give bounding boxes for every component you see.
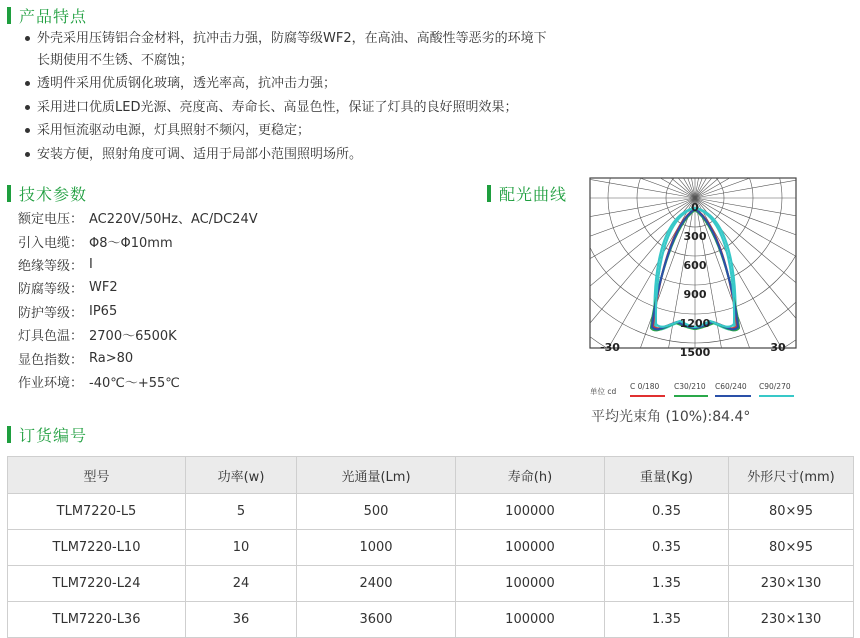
spec-label: 灯具色温： [18,329,84,345]
specs-title: 技术参数 [19,185,88,204]
polar-light-distribution-diagram [585,176,815,402]
table-cell: 100000 [456,566,605,602]
spec-row [18,276,438,299]
radial-label: 0 [691,201,699,214]
column-header: 功率(w) [186,457,297,494]
column-header: 外形尺寸(mm) [729,457,854,494]
table-cell: 230×130 [729,566,854,602]
beam-angle-caption: 平均光束角 (10%):84.4° [591,409,751,425]
feature-text-line2: 长期使用不生锈、不腐蚀； [37,52,194,68]
table-cell: 0.35 [605,530,729,566]
table-cell: 24 [186,566,297,602]
feature-item [22,144,622,166]
legend-label: C30/210 [674,382,706,391]
table-cell: 3600 [297,602,456,638]
table-header-row [8,457,854,494]
table-cell: 80×95 [729,530,854,566]
heading-accent-bar [7,185,11,202]
table-row [8,530,854,566]
heading-accent-bar [7,426,11,443]
spec-label: 额定电压： [18,212,84,228]
features-heading [7,4,87,27]
feature-item [22,28,622,71]
table-cell: 100000 [456,494,605,530]
table-cell: 0.35 [605,494,729,530]
spec-list [18,206,438,393]
spec-value: -40℃～+55℃ [89,375,180,391]
feature-text: 采用进口优质LED光源、亮度高、寿命长、高显色性，保证了灯具的良好照明效果； [37,99,518,115]
spec-row [18,300,438,323]
table-cell: 500 [297,494,456,530]
spec-value: IP65 [89,303,118,319]
table-cell: 100000 [456,602,605,638]
table-cell: TLM7220-L36 [8,602,186,638]
bullet-icon [25,152,30,157]
spec-label: 防护等级： [18,305,84,321]
feature-text-line1: 外壳采用压铸铝合金材料，抗冲击力强，防腐等级WF2，在高油、高酸性等恶劣的环境下 [37,31,547,46]
table-cell: TLM7220-L5 [8,494,186,530]
spec-value: Ra>80 [89,350,134,366]
unit-label: 单位 cd [590,387,617,396]
table-cell: 100000 [456,530,605,566]
legend-label: C60/240 [715,382,747,391]
table-cell: 1.35 [605,566,729,602]
column-header: 光通量(Lm) [297,457,456,494]
table-cell: 1000 [297,530,456,566]
spec-label: 绝缘等级： [18,258,84,274]
curve-heading [487,182,567,205]
radial-label: 600 [683,259,707,272]
radial-label: 300 [683,230,707,243]
spec-value: I [89,256,93,272]
spec-value: AC220V/50Hz、AC/DC24V [89,212,258,228]
table-cell: 230×130 [729,602,854,638]
table-cell: TLM7220-L24 [8,566,186,602]
table-cell: TLM7220-L10 [8,530,186,566]
feature-item [22,120,622,142]
table-row [8,602,854,638]
spec-label: 作业环境： [18,375,84,391]
table-row [8,566,854,602]
angle-label-left: -30 [600,341,620,354]
radial-label: 1200 [679,317,711,330]
spec-label: 显色指数： [18,352,84,368]
feature-list [22,28,622,165]
table-row [8,494,854,530]
spec-row [18,323,438,346]
order-table [7,456,854,638]
features-title: 产品特点 [19,7,88,26]
column-header: 型号 [8,457,186,494]
table-cell: 5 [186,494,297,530]
radial-label: 900 [683,288,707,301]
angle-label-right: 30 [770,341,786,354]
heading-accent-bar [7,7,11,24]
legend-label: C90/270 [759,382,791,391]
feature-text: 安装方便，照射角度可调、适用于局部小范围照明场所。 [37,146,363,162]
feature-text: 透明件采用优质钢化玻璃，透光率高，抗冲击力强； [37,76,337,91]
table-cell: 1.35 [605,602,729,638]
spec-row [18,229,438,252]
column-header: 重量(Kg) [605,457,729,494]
legend-label: C 0/180 [630,382,660,391]
radial-label: 1500 [679,346,711,359]
bullet-icon [25,128,30,133]
spec-row [18,253,438,276]
bullet-icon [25,105,30,110]
table-cell: 36 [186,602,297,638]
order-heading [7,423,87,446]
spec-value: Φ8～Φ10mm [89,235,173,251]
bullet-icon [25,81,30,86]
spec-label: 防腐等级： [18,282,84,298]
specs-heading [7,182,87,205]
column-header: 寿命(h) [456,457,605,494]
table-cell: 10 [186,530,297,566]
spec-value: WF2 [89,280,118,296]
feature-text: 采用恒流驱动电源，灯具照射不频闪，更稳定； [37,123,311,138]
table-cell: 2400 [297,566,456,602]
bullet-icon [25,36,30,41]
feature-item [22,97,622,119]
spec-label: 引入电缆： [18,235,84,251]
order-title: 订货编号 [19,426,88,445]
spec-row [18,346,438,369]
spec-row [18,206,438,229]
heading-accent-bar [487,185,491,202]
spec-row [18,370,438,393]
spec-value: 2700～6500K [89,329,177,345]
curve-title: 配光曲线 [499,185,568,204]
table-cell: 80×95 [729,494,854,530]
feature-item [22,73,622,95]
